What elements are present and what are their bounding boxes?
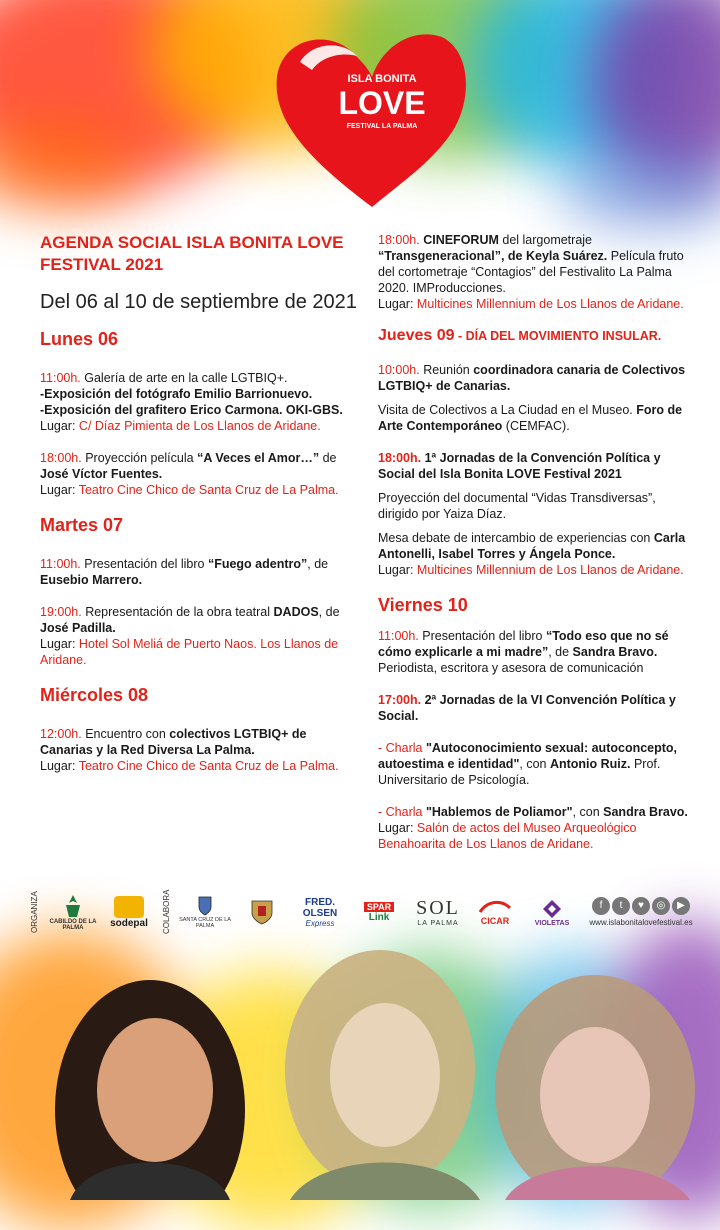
- day-heading-jueves: [378, 328, 698, 344]
- event-viernes-1700: [378, 692, 698, 724]
- event-text: Mesa debate de intercambio de experiencias con: [378, 531, 654, 545]
- event-location: Multicines Millennium de Los Llanos de Aridane.: [416, 563, 684, 577]
- event-text-bold: José Víctor Fuentes.: [40, 467, 163, 481]
- event-text: , de: [318, 605, 340, 619]
- event-text-bold: 1ª Jornadas de la Convención Política y Social del Isla Bonita LOVE Festival 2021: [378, 451, 661, 481]
- day-heading-viernes: Viernes 10: [378, 595, 468, 615]
- fred-olsen-logo: [288, 884, 352, 940]
- municipal-logo: [240, 884, 284, 940]
- event-jueves-1800: [378, 450, 698, 578]
- santa-cruz-text: SANTA CRUZ DE LA PALMA: [179, 917, 231, 929]
- lugar-label: Lugar:: [40, 483, 79, 497]
- event-text-bold: DADOS: [273, 605, 319, 619]
- sponsor-bar: [30, 884, 700, 940]
- heart-icon[interactable]: ♥: [632, 897, 650, 915]
- event-text: Presentación del libro: [418, 629, 546, 643]
- event-text: Reunión: [419, 363, 474, 377]
- event-martes-1100: [40, 556, 358, 588]
- lugar-label: Lugar:: [378, 563, 417, 577]
- event-time: 11:00h.: [40, 371, 81, 385]
- portrait-right: [495, 975, 695, 1200]
- day-heading-miercoles: Miércoles 08: [40, 685, 149, 705]
- coat-of-arms-icon: [197, 895, 213, 917]
- event-text-bold: "Autoconocimiento sexual: autoconcepto, autoestima e identidad": [378, 741, 678, 771]
- event-time: 10:00h.: [378, 363, 420, 377]
- festival-dates: Del 06 al 10 de septiembre de 2021: [40, 291, 357, 313]
- sol-la-palma-logo: [410, 884, 466, 940]
- event-miercoles-1200: [40, 726, 358, 774]
- twitter-icon[interactable]: t: [612, 897, 630, 915]
- event-lunes-1100: [40, 370, 358, 434]
- municipal-crest-icon: [249, 898, 275, 926]
- youtube-icon[interactable]: ▶: [672, 897, 690, 915]
- event-line: -Exposición del fotógrafo Emilio Barrionuevo.: [40, 387, 313, 401]
- event-text-bold: Eusebio Marrero.: [40, 573, 143, 587]
- fred-olsen-subtext: Express: [305, 918, 335, 928]
- event-text-bold: Sandra Bravo.: [572, 645, 658, 659]
- event-text: , de: [548, 645, 573, 659]
- event-time: 12:00h.: [40, 727, 82, 741]
- lugar-label: Lugar:: [40, 419, 79, 433]
- agenda-title: AGENDA SOCIAL ISLA BONITA LOVE FESTIVAL 2021: [40, 233, 344, 274]
- spar-link-logo: [356, 884, 402, 940]
- lugar-label: Lugar:: [40, 637, 79, 651]
- instagram-icon[interactable]: ◎: [652, 897, 670, 915]
- cicar-text: CICAR: [480, 916, 510, 926]
- portrait-center: [285, 950, 480, 1200]
- event-time: 19:00h.: [40, 605, 82, 619]
- event-martes-1900: [40, 604, 358, 668]
- event-text-bold: colectivos LGTBIQ+ de Canarias y la Red Diversa La Palma.: [40, 727, 307, 757]
- fred-olsen-text: FRED. OLSEN: [302, 896, 338, 919]
- cabildo-icon: [62, 893, 84, 919]
- event-location: C/ Díaz Pimienta de Los Llanos de Aridane.: [78, 419, 321, 433]
- sol-text: SOL: [416, 897, 460, 919]
- day-heading-jueves-suffix: - DÍA DEL MOVIMIENTO INSULAR.: [454, 329, 662, 343]
- spar-text: SPAR: [364, 902, 394, 912]
- event-text: Película fruto del cortometraje “Contagios” del Festivalito La Palma 2020. IMProducciones.: [378, 249, 684, 295]
- event-text: , con: [572, 805, 604, 819]
- event-text: Prof. Universitario de Psicología.: [378, 757, 661, 787]
- event-viernes-charla-1: [378, 740, 698, 788]
- portrait-left: [55, 980, 245, 1200]
- social-and-website: [586, 884, 696, 940]
- cicar-swoosh-icon: [478, 898, 512, 916]
- event-text-bold: Antonio Ruiz.: [549, 757, 631, 771]
- isla-bonita-love-logo: [272, 22, 472, 212]
- logo-top-text: ISLA BONITA: [347, 73, 417, 85]
- event-text: Periodista, escritora y asesora de comunicación: [378, 661, 644, 675]
- day-heading-lunes: Lunes 06: [40, 329, 119, 349]
- event-text: Galería de arte en la calle LGTBIQ+.: [80, 371, 288, 385]
- event-text-bold: “A Veces el Amor…”: [197, 451, 320, 465]
- event-location: Hotel Sol Meliá de Puerto Naos. Los Llanos de Aridane.: [40, 637, 339, 667]
- lugar-label: Lugar:: [40, 759, 79, 773]
- event-text: Encuentro con: [81, 727, 170, 741]
- cicar-logo: [470, 884, 520, 940]
- lugar-label: Lugar:: [378, 297, 417, 311]
- event-location: Teatro Cine Chico de Santa Cruz de La Palma.: [78, 759, 339, 773]
- event-time: 18:00h.: [378, 233, 420, 247]
- event-time: 11:00h.: [40, 557, 81, 571]
- event-location: Salón de actos del Museo Arqueológico Benahoarita de Los Llanos de Aridane.: [378, 821, 637, 851]
- event-text: del largometraje: [498, 233, 592, 247]
- agenda-right-column: [378, 232, 698, 868]
- event-line: -Exposición del grafitero Erico Carmona. OKI-GBS.: [40, 403, 343, 417]
- event-text: de: [319, 451, 337, 465]
- event-text-bold: “Transgeneracional”, de Keyla Suárez.: [378, 249, 608, 263]
- sodepal-logo: [104, 884, 154, 940]
- event-text: Proyección película: [81, 451, 198, 465]
- violetas-logo: [526, 884, 578, 940]
- event-text-bold: “Fuego adentro”: [207, 557, 308, 571]
- event-text: , de: [307, 557, 329, 571]
- event-viernes-1100: [378, 628, 698, 676]
- event-text-bold: “Todo eso que no sé cómo explicarle a mi madre”: [378, 629, 669, 659]
- event-location: Teatro Cine Chico de Santa Cruz de La Palma.: [78, 483, 339, 497]
- event-text-bold: 2ª Jornadas de la VI Convención Política y Social.: [378, 693, 676, 723]
- sodepal-text: sodepal: [110, 917, 148, 929]
- website-link[interactable]: www.islabonitalovefestival.es: [589, 918, 693, 927]
- day-heading-jueves-label: Jueves 09: [378, 327, 455, 344]
- event-time: 17:00h.: [378, 693, 422, 707]
- event-location: Multicines Millennium de Los Llanos de Aridane.: [416, 297, 684, 311]
- event-lunes-1800: [40, 450, 358, 498]
- event-text-bold: "Hablemos de Poliamor": [425, 805, 573, 819]
- event-miercoles-1800: [378, 232, 698, 312]
- logo-main-text: LOVE: [338, 85, 426, 121]
- agenda-left-column: [40, 232, 358, 790]
- day-heading-martes: Martes 07: [40, 515, 124, 535]
- event-text: Proyección del documental “Vidas Transdiversas”, dirigido por Yaiza Díaz.: [378, 491, 656, 521]
- event-text-bold: coordinadora canaria de Colectivos LGTBIQ+ de Canarias.: [378, 363, 686, 393]
- charla-dash: - Charla: [378, 805, 426, 819]
- santa-cruz-logo: [178, 884, 232, 940]
- spar-subtext: Link: [368, 911, 390, 923]
- event-text: Representación de la obra teatral: [81, 605, 274, 619]
- facebook-icon[interactable]: f: [592, 897, 610, 915]
- colabora-label: COLABORA: [162, 889, 171, 935]
- event-text-bold: Carla Antonelli, Isabel Torres y Ángela Ponce.: [378, 531, 686, 561]
- violetas-text: VIOLETAS: [534, 919, 570, 927]
- lugar-label: Lugar:: [378, 821, 417, 835]
- social-icons: [591, 897, 691, 915]
- event-text-bold: José Padilla.: [40, 621, 116, 635]
- event-text: (CEMFAC).: [502, 419, 570, 433]
- event-text-bold: Sandra Bravo.: [603, 805, 688, 819]
- sol-subtext: LA PALMA: [417, 920, 459, 927]
- cabildo-text: CABILDO DE LA PALMA: [49, 919, 97, 931]
- cabildo-logo: [48, 884, 98, 940]
- event-text-bold: CINEFORUM: [419, 233, 499, 247]
- event-time: 11:00h.: [378, 629, 419, 643]
- portrait-illustrations: [0, 940, 720, 1200]
- event-text-bold: Foro de Arte Contemporáneo: [378, 403, 683, 433]
- sodepal-icon: [114, 896, 144, 918]
- event-jueves-1000: [378, 362, 698, 434]
- violetas-icon: [541, 898, 563, 920]
- event-viernes-charla-2: [378, 804, 698, 852]
- organiza-label: ORGANIZA: [30, 891, 39, 933]
- event-text: Presentación del libro: [80, 557, 208, 571]
- event-text: Visita de Colectivos a La Ciudad en el Museo.: [378, 403, 637, 417]
- logo-bottom-text: FESTIVAL LA PALMA: [346, 123, 418, 130]
- event-time: 18:00h.: [378, 451, 422, 465]
- event-text: , con: [519, 757, 550, 771]
- event-time: 18:00h.: [40, 451, 82, 465]
- charla-dash: - Charla: [378, 741, 426, 755]
